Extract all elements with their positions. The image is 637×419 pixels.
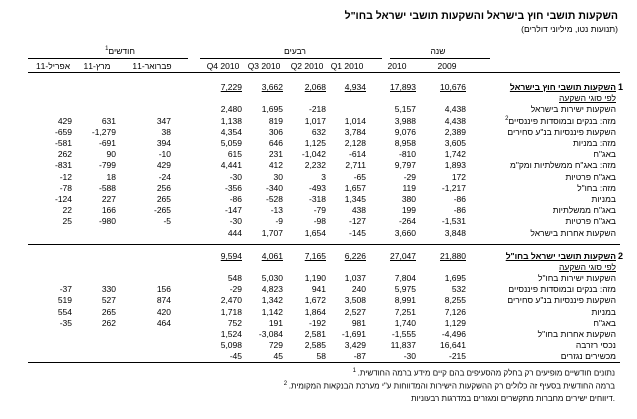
row-label: השקעות ישירות בחו"ל (537, 273, 616, 284)
table-cell: 1,345 (344, 194, 366, 204)
group-year-rule (390, 58, 490, 59)
table-cell: 90 (106, 149, 116, 160)
table-cell: -10 (158, 149, 171, 160)
footnote: נתונים חודשיים מופיעים רק בחלק מהסעיפים בהם קיים מידע ברמה החודשית. $^1$ (352, 368, 615, 378)
table-cell: -87 (353, 350, 366, 361)
table-cell: -1,691 (341, 328, 366, 339)
table-cell: 17,893 (390, 82, 416, 92)
page-subtitle: (תנועות נטו, מיליוני דולרים) (521, 24, 618, 34)
table-cell: 265 (101, 306, 116, 317)
footnote: דיווחים ישירים מחברות מתקשרים ומגזרים במדרגות רבעוניות. (411, 394, 615, 403)
table-cell: 156 (156, 284, 171, 295)
table-cell: 7,126 (444, 306, 466, 317)
table-cell: -12 (59, 171, 72, 182)
table-cell: 1,695 (444, 273, 466, 284)
column-header: Q3 2010 (247, 61, 281, 71)
row-label: השקעות פיננסיות בנ"ע סחירים (507, 295, 616, 306)
table-cell: 3,605 (444, 138, 466, 148)
table-cell: 2,585 (304, 339, 326, 350)
row-label: השקעות תושבי ישראל בחו"ל (505, 251, 616, 261)
table-cell: 3,988 (394, 115, 416, 126)
table-cell: 631 (101, 115, 116, 126)
table-cell: -810 (398, 149, 416, 160)
table-cell: 1,138 (220, 115, 242, 126)
table-cell: -29 (229, 284, 242, 295)
table-cell: 3,508 (344, 295, 366, 306)
table-cell: 58 (316, 350, 326, 361)
row-label: נכסי רזרבה (575, 339, 616, 350)
table-cell: 429 (57, 115, 72, 126)
table-cell: 1,672 (304, 295, 326, 306)
row-label: $^2$מזה: בנקים ובמוסדות פיננסיים (505, 115, 616, 126)
table-cell: 429 (156, 160, 171, 171)
section-number: 1 (618, 82, 624, 92)
row-label: מזה: בחו"ל (577, 182, 616, 193)
table-cell: 21,880 (440, 251, 466, 261)
table-cell: 1,718 (220, 306, 242, 317)
group-months-rule (28, 58, 188, 59)
row-label: לפי סוגי השקעה (559, 93, 616, 104)
table-cell: 4,061 (261, 251, 283, 261)
table-cell: 2,389 (444, 126, 466, 137)
group-year-label: שנה (430, 46, 446, 56)
table-cell: 7,165 (304, 251, 326, 261)
table-cell: 2,581 (304, 328, 326, 339)
column-header: מרץ-11 (83, 61, 111, 71)
table-cell: -37 (59, 284, 72, 295)
table-cell: 4,438 (444, 115, 466, 126)
table-cell: 3,429 (344, 339, 366, 350)
table-cell: 420 (156, 306, 171, 317)
column-header: פברואר-11 (132, 61, 172, 71)
table-cell: 3,784 (344, 126, 366, 137)
row-label: השקעות פיננסיות בנ"ע סחירים (507, 126, 616, 137)
table-cell: 874 (156, 295, 171, 306)
table-cell: 519 (57, 295, 72, 306)
table-cell: 394 (156, 138, 171, 148)
row-label: באג"ח פרטיות (565, 171, 616, 182)
table-cell: -98 (313, 216, 326, 227)
table-cell: 240 (351, 284, 366, 295)
table-cell: 532 (451, 284, 466, 295)
table-cell: -614 (348, 149, 366, 160)
table-cell: 1,190 (304, 273, 326, 284)
table-cell: 412 (268, 160, 283, 171)
column-header: Q2 2010 (290, 61, 324, 71)
table-cell: 8,991 (394, 295, 416, 306)
table-bottom-rule (28, 362, 620, 363)
row-label: השקעות אחרות בחו"ל (537, 328, 616, 339)
table-cell: 464 (156, 317, 171, 328)
row-label: באג"ח ממשלתיות (552, 205, 616, 216)
group-quarters-label: רבעים (284, 46, 306, 56)
table-cell: -1,531 (441, 216, 466, 227)
table-cell: 10,676 (440, 82, 466, 92)
row-label: מכשירים נגזרים (560, 350, 616, 361)
table-cell: -124 (54, 194, 72, 204)
table-cell: -30 (229, 171, 242, 182)
table-cell: -831 (54, 160, 72, 171)
table-cell: -265 (153, 205, 171, 216)
table-cell: 231 (268, 149, 283, 160)
table-cell: -581 (54, 138, 72, 148)
table-cell: 172 (451, 171, 466, 182)
table-cell: 9,594 (220, 251, 242, 261)
group-months-label: חודשים$^1$ (105, 46, 135, 56)
table-cell: -588 (98, 182, 116, 193)
table-cell: 7,229 (220, 82, 242, 92)
row-label: השקעות ישירות בישראל (530, 104, 616, 115)
table-cell: 166 (101, 205, 116, 216)
table-cell: 2,232 (304, 160, 326, 171)
table-cell: -264 (398, 216, 416, 227)
table-cell: 444 (227, 227, 242, 238)
group-quarters-rule (200, 58, 382, 59)
table-cell: 615 (227, 149, 242, 160)
column-header: Q4 2010 (206, 61, 240, 71)
section-divider (28, 244, 620, 245)
table-cell: 819 (268, 115, 283, 126)
table-cell: 5,059 (220, 138, 242, 148)
table-cell: 3,848 (444, 227, 466, 238)
table-cell: 8,255 (444, 295, 466, 306)
table-cell: 1,695 (261, 104, 283, 115)
table-cell: 306 (268, 126, 283, 137)
table-cell: 438 (351, 205, 366, 216)
table-cell: 1,742 (444, 149, 466, 160)
column-header: 2010 (387, 61, 407, 71)
table-cell: 1,707 (261, 227, 283, 238)
table-cell: 11,837 (390, 339, 416, 350)
table-cell: 4,934 (344, 82, 366, 92)
table-cell: 4,438 (444, 104, 466, 115)
table-cell: 632 (311, 126, 326, 137)
table-cell: -1,217 (441, 182, 466, 193)
table-cell: 1,654 (304, 227, 326, 238)
table-cell: 256 (156, 182, 171, 193)
table-cell: 2,128 (344, 138, 366, 148)
table-cell: 227 (101, 194, 116, 204)
table-cell: 554 (57, 306, 72, 317)
table-cell: -318 (308, 194, 326, 204)
table-cell: 7,251 (394, 306, 416, 317)
table-cell: 265 (156, 194, 171, 204)
column-header: Q1 2010 (330, 61, 364, 71)
column-header: אפריל-11 (35, 61, 71, 71)
row-label: במניות (591, 194, 616, 204)
table-cell: 3 (321, 171, 326, 182)
row-label: השקעות תושבי חוץ בישראל (509, 82, 616, 92)
table-cell: 548 (227, 273, 242, 284)
table-cell: -86 (229, 194, 242, 204)
table-cell: -86 (453, 205, 466, 216)
table-cell: 380 (401, 194, 416, 204)
table-cell: -79 (313, 205, 326, 216)
table-cell: 191 (268, 317, 283, 328)
table-cell: 22 (62, 205, 72, 216)
table-cell: 4,354 (220, 126, 242, 137)
table-cell: 2,470 (220, 295, 242, 306)
table-cell: 1,014 (344, 115, 366, 126)
table-cell: 1,657 (344, 182, 366, 193)
table-cell: -35 (59, 317, 72, 328)
table-cell: -4,496 (441, 328, 466, 339)
table-cell: 1,129 (444, 317, 466, 328)
table-cell: 4,823 (261, 284, 283, 295)
table-cell: 38 (161, 126, 171, 137)
table-cell: 27,047 (390, 251, 416, 261)
table-cell: -528 (265, 194, 283, 204)
table-cell: -127 (348, 216, 366, 227)
table-cell: 330 (101, 284, 116, 295)
table-cell: -30 (229, 216, 242, 227)
table-cell: -78 (59, 182, 72, 193)
table-cell: -1,279 (91, 126, 116, 137)
table-cell: 16,641 (440, 339, 466, 350)
table-cell: 119 (402, 182, 416, 193)
table-cell: -356 (224, 182, 242, 193)
table-cell: 527 (101, 295, 116, 306)
table-cell: -147 (224, 205, 242, 216)
table-cell: 3,660 (394, 227, 416, 238)
column-header: 2009 (437, 61, 457, 71)
table-cell: 2,711 (345, 160, 366, 171)
table-cell: -45 (229, 350, 242, 361)
table-cell: 45 (273, 350, 283, 361)
table-cell: 981 (351, 317, 366, 328)
table-cell: 1,864 (304, 306, 326, 317)
table-cell: 1,342 (261, 295, 283, 306)
row-label: מזה: בנקים ובמוסדות פיננסיים (508, 284, 616, 295)
page-title: השקעות תושבי חוץ בישראל והשקעות תושבי ישראל בחו"ל (344, 10, 618, 22)
table-cell: -65 (353, 171, 366, 182)
table-cell: 5,157 (394, 104, 416, 115)
table-cell: -980 (98, 216, 116, 227)
table-cell: 1,037 (344, 273, 366, 284)
table-cell: 1,524 (220, 328, 242, 339)
table-cell: 262 (57, 149, 72, 160)
row-label: במניות (591, 306, 616, 317)
table-cell: 347 (156, 115, 171, 126)
table-cell: 7,804 (394, 273, 416, 284)
table-cell: 1,142 (261, 306, 283, 317)
table-cell: -215 (448, 350, 466, 361)
table-cell: -5 (163, 216, 171, 227)
table-cell: 1,740 (394, 317, 416, 328)
table-cell: 262 (101, 317, 116, 328)
row-label: השקעות אחרות בישראל (530, 227, 616, 238)
table-cell: 6,226 (344, 251, 366, 261)
table-cell: -86 (453, 194, 466, 204)
table-cell: 9,797 (394, 160, 416, 171)
table-cell: 2,527 (344, 306, 366, 317)
table-cell: 9,076 (394, 126, 416, 137)
table-cell: 752 (227, 317, 242, 328)
table-cell: 18 (106, 171, 116, 182)
table-cell: -192 (308, 317, 326, 328)
table-cell: -1,042 (301, 149, 326, 160)
table-cell: -799 (98, 160, 116, 171)
table-cell: 5,030 (261, 273, 283, 284)
table-cell: -29 (403, 171, 416, 182)
table-cell: 1,017 (304, 115, 326, 126)
row-label: מזה: באג"ח ממשלתיות ומק"מ (509, 160, 616, 171)
section-number: 2 (618, 251, 624, 261)
table-cell: 941 (311, 284, 326, 295)
table-cell: -218 (308, 104, 326, 115)
table-cell: 5,975 (394, 284, 416, 295)
table-cell: 199 (401, 205, 416, 216)
row-label: באג"ח (593, 317, 616, 328)
table-cell: 4,441 (220, 160, 242, 171)
table-cell: -30 (403, 350, 416, 361)
table-cell: -3,084 (258, 328, 283, 339)
table-cell: -691 (98, 138, 116, 148)
table-cell: -493 (308, 182, 326, 193)
row-label: באג"ח פרטיות (565, 216, 616, 227)
table-cell: -1,555 (391, 328, 416, 339)
table-cell: 30 (273, 171, 283, 182)
header-bottom-rule (28, 72, 620, 73)
table-cell: 25 (62, 216, 72, 227)
table-cell: -13 (270, 205, 283, 216)
table-cell: 2,480 (220, 104, 242, 115)
table-cell: 3,662 (261, 82, 283, 92)
table-cell: 5,098 (220, 339, 242, 350)
table-cell: 1,893 (444, 160, 466, 171)
row-label: מזה: במניות (572, 138, 616, 148)
table-cell: -9 (275, 216, 283, 227)
row-label: לפי סוגי השקעה (559, 262, 616, 273)
table-cell: -145 (348, 227, 366, 238)
table-cell: 729 (268, 339, 283, 350)
table-cell: -659 (54, 126, 72, 137)
table-cell: 8,958 (394, 138, 416, 148)
table-cell: -340 (265, 182, 283, 193)
table-cell: 646 (268, 138, 283, 148)
row-label: באג"ח (593, 149, 616, 160)
table-cell: -24 (158, 171, 171, 182)
table-cell: 2,068 (304, 82, 326, 92)
table-cell: 1,125 (304, 138, 326, 148)
footnote: ברמה החודשית בסעיף זה כלולים רק ההשקעות הישירות והמדווחות ע"י מערכת הבנקאות המקומית. $^2$ (283, 381, 615, 391)
